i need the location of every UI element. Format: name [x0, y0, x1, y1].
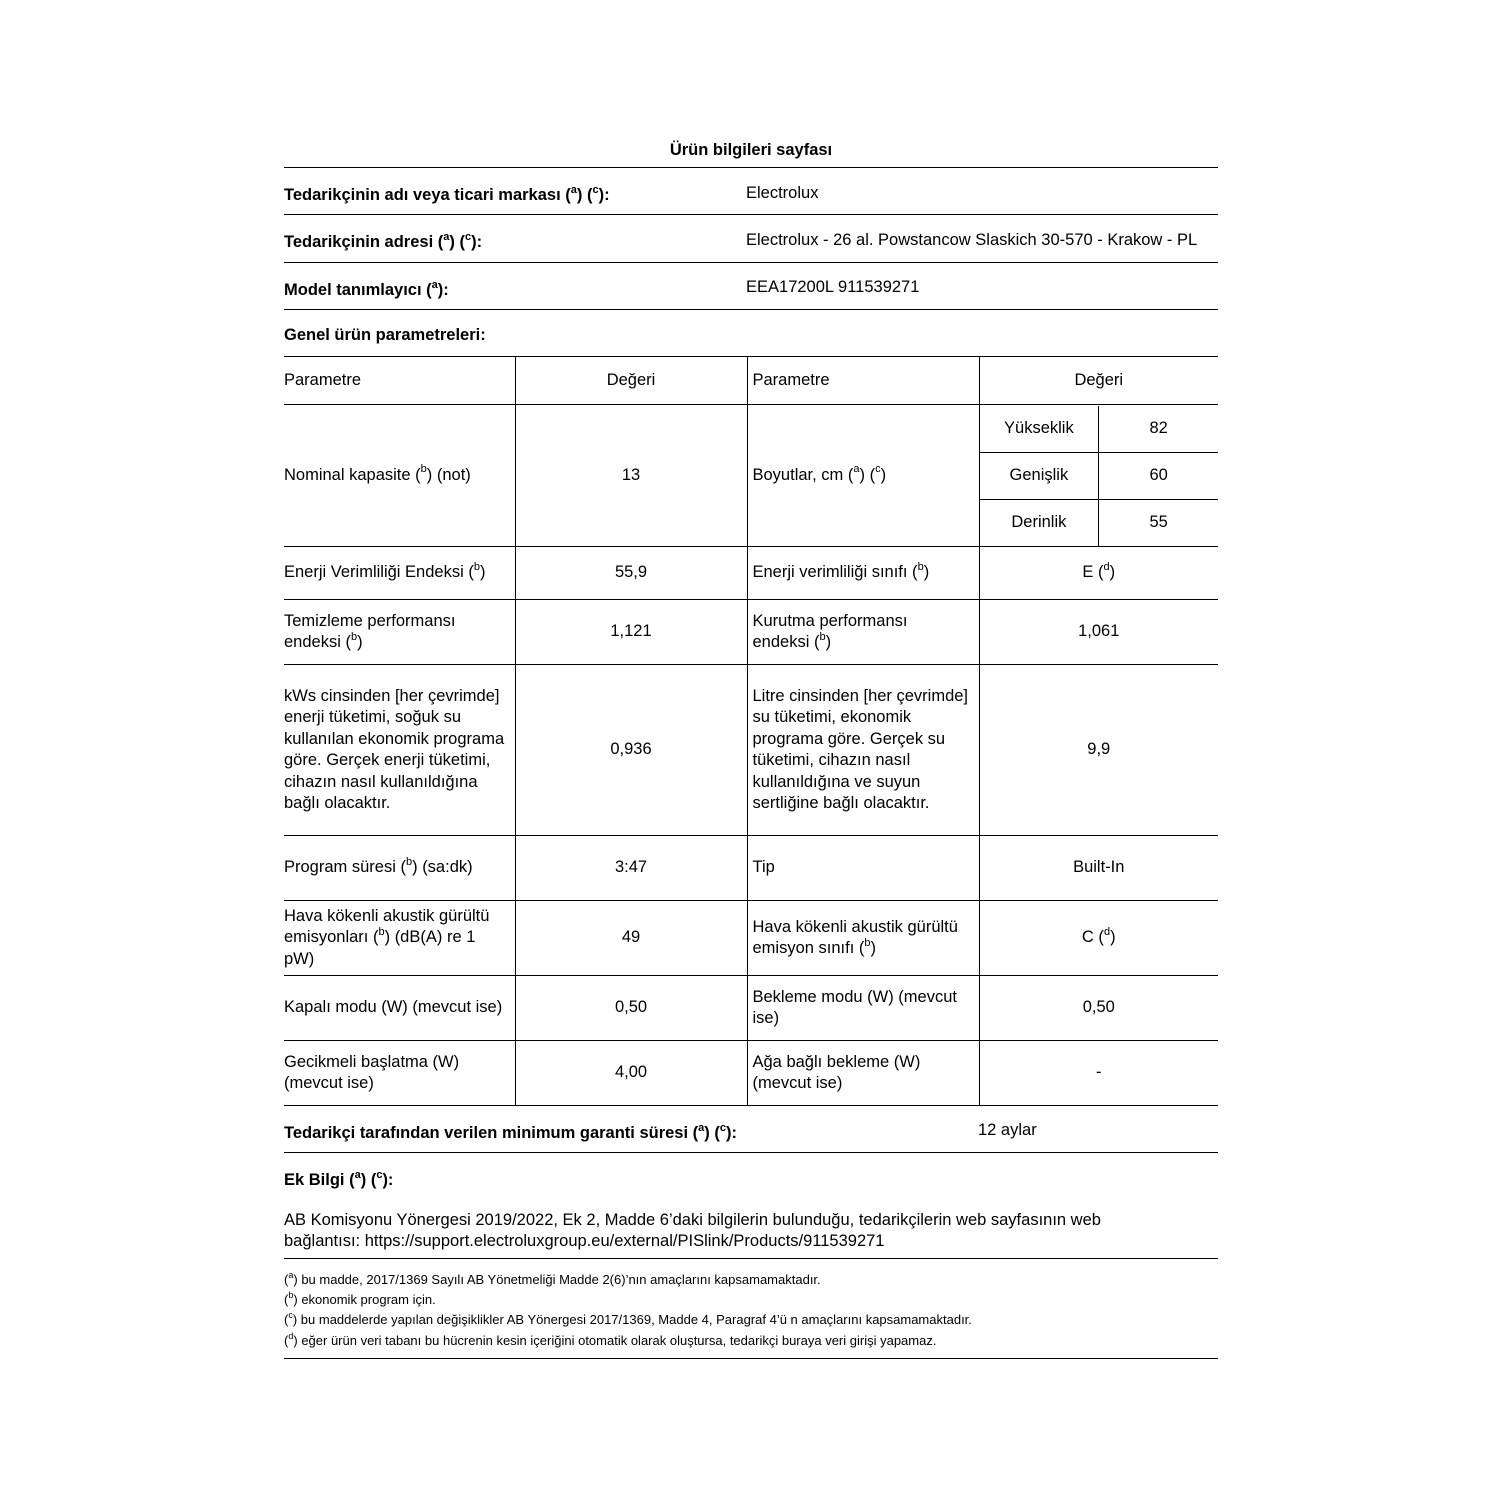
program-duration-label: Program süresi ($^b$) (sa:dk): [284, 836, 515, 901]
nominal-capacity-value: 13: [515, 405, 747, 547]
table-row: [284, 405, 1218, 547]
supplier-address-value: Electrolux - 26 al. Powstancow Slaskich 30-570 - Krakow - PL: [746, 231, 1198, 249]
footnote-c: ($^c$) bu maddelerde yapılan değişiklikler AB Yönergesi 2017/1369, Madde 4, Paragraf 4’ü n amaçlarını kapsamamaktadır.: [284, 1309, 972, 1327]
model-identifier-label: Model tanımlayıcı ($^a$):: [284, 278, 449, 299]
delay-start-label: Gecikmeli başlatma (W) (mevcut ise): [284, 1041, 515, 1106]
depth-label: Derinlik: [980, 499, 1099, 546]
height-label: Yükseklik: [980, 406, 1099, 453]
divider: [284, 1358, 1218, 1359]
eei-label: Enerji Verimliliği Endeksi ($^b$): [284, 547, 515, 600]
noise-class-label: Hava kökenli akustik gürültü emisyon sınıfı ($^b$): [747, 901, 979, 976]
program-duration-value: 3:47: [515, 836, 747, 901]
table-row: [284, 976, 1218, 1041]
divider: [284, 1152, 1218, 1153]
table-row: [284, 836, 1218, 901]
noise-emission-label: Hava kökenli akustik gürültü emisyonları ($^b$) (dB(A) re 1 pW): [284, 901, 515, 976]
dimensions-cell: [979, 405, 1218, 547]
divider: [284, 262, 1218, 263]
drying-index-value: 1,061: [979, 600, 1218, 665]
supplier-address-label: Tedarikçinin adresi ($^a$) ($^c$):: [284, 230, 483, 251]
energy-consumption-label: kWs cinsinden [her çevrimde] enerji tüketimi, soğuk su kullanılan ekonomik programa göre. Gerçek enerji tüketimi, cihazın nasıl kullanıldığına bağlı olacaktır.: [284, 665, 515, 836]
footnote-d: ($^d$) eğer ürün veri tabanı bu hücrenin kesin içeriğini otomatik olarak oluştursa, tedarikçi buraya veri girişi yapamaz.: [284, 1330, 937, 1348]
table-header-row: [284, 357, 1218, 405]
table-row: [284, 665, 1218, 836]
nominal-capacity-label: Nominal kapasite ($^b$) (not): [284, 405, 515, 547]
supplier-name-label: Tedarikçinin adı veya ticari markası ($^a$) ($^c$):: [284, 183, 610, 204]
energy-consumption-value: 0,936: [515, 665, 747, 836]
energy-class-label: Enerji verimliliği sınıfı ($^b$): [747, 547, 979, 600]
type-label: Tip: [747, 836, 979, 901]
off-mode-value: 0,50: [515, 976, 747, 1041]
standby-value: 0,50: [979, 976, 1218, 1041]
column-header-value: Değeri: [979, 357, 1218, 405]
cleaning-index-label: Temizleme performansı endeksi ($^b$): [284, 600, 515, 665]
networked-standby-label: Ağa bağlı bekleme (W) (mevcut ise): [747, 1041, 979, 1106]
width-value: 60: [1099, 452, 1218, 499]
dimensions-subtable: [980, 406, 1219, 546]
additional-info-text: AB Komisyonu Yönergesi 2019/2022, Ek 2, Madde 6’daki bilgilerin bulunduğu, tedarikçilerin web sayfasının web: [284, 1211, 1101, 1229]
table-row: [284, 901, 1218, 976]
noise-emission-value: 49: [515, 901, 747, 976]
table-row: [284, 1041, 1218, 1106]
divider: [284, 1258, 1218, 1259]
energy-class-value: E ($^d$): [979, 547, 1218, 600]
standby-label: Bekleme modu (W) (mevcut ise): [747, 976, 979, 1041]
model-identifier-value: EEA17200L 911539271: [746, 278, 920, 296]
eei-value: 55,9: [515, 547, 747, 600]
cleaning-index-value: 1,121: [515, 600, 747, 665]
divider: [284, 167, 1218, 168]
water-consumption-label: Litre cinsinden [her çevrimde] su tüketimi, ekonomik programa göre. Gerçek su tüketimi, cihazın nasıl kullanıldığına ve suyun sertliğine bağlı olacaktır.: [747, 665, 979, 836]
width-label: Genişlik: [980, 452, 1099, 499]
dimensions-label: Boyutlar, cm ($^a$) ($^c$): [747, 405, 979, 547]
type-value: Built-In: [979, 836, 1218, 901]
height-value: 82: [1099, 406, 1218, 453]
noise-class-value: C ($^d$): [979, 901, 1218, 976]
warranty-label: Tedarikçi tarafından verilen minimum garanti süresi ($^a$) ($^c$):: [284, 1121, 737, 1142]
column-header-value: Değeri: [515, 357, 747, 405]
footnote-a: ($^a$) bu madde, 2017/1369 Sayılı AB Yönetmeliği Madde 2(6)’nın amaçlarını kapsamamaktadır.: [284, 1269, 821, 1287]
additional-info-link: bağlantısı: https://support.electroluxgroup.eu/external/PISlink/Products/911539271: [284, 1232, 885, 1250]
footnote-b: ($^b$) ekonomik program için.: [284, 1289, 436, 1307]
column-header-parameter: Parametre: [747, 357, 979, 405]
column-header-parameter: Parametre: [284, 357, 515, 405]
parameters-table: [284, 356, 1218, 1106]
off-mode-label: Kapalı modu (W) (mevcut ise): [284, 976, 515, 1041]
additional-info-label: Ek Bilgi ($^a$) ($^c$):: [284, 1168, 394, 1189]
delay-start-value: 4,00: [515, 1041, 747, 1106]
depth-value: 55: [1149, 512, 1168, 531]
table-row: [284, 600, 1218, 665]
divider: [284, 214, 1218, 215]
page-title: Ürün bilgileri sayfası: [669, 141, 833, 159]
networked-standby-value: -: [979, 1041, 1218, 1106]
table-row: [284, 547, 1218, 600]
supplier-name-value: Electrolux: [746, 184, 819, 202]
general-params-heading: Genel ürün parametreleri:: [284, 326, 486, 344]
divider: [284, 309, 1218, 310]
warranty-value: 12 aylar: [978, 1121, 1037, 1139]
drying-index-label: Kurutma performansı endeksi ($^b$): [747, 600, 979, 665]
water-consumption-value: 9,9: [979, 665, 1218, 836]
